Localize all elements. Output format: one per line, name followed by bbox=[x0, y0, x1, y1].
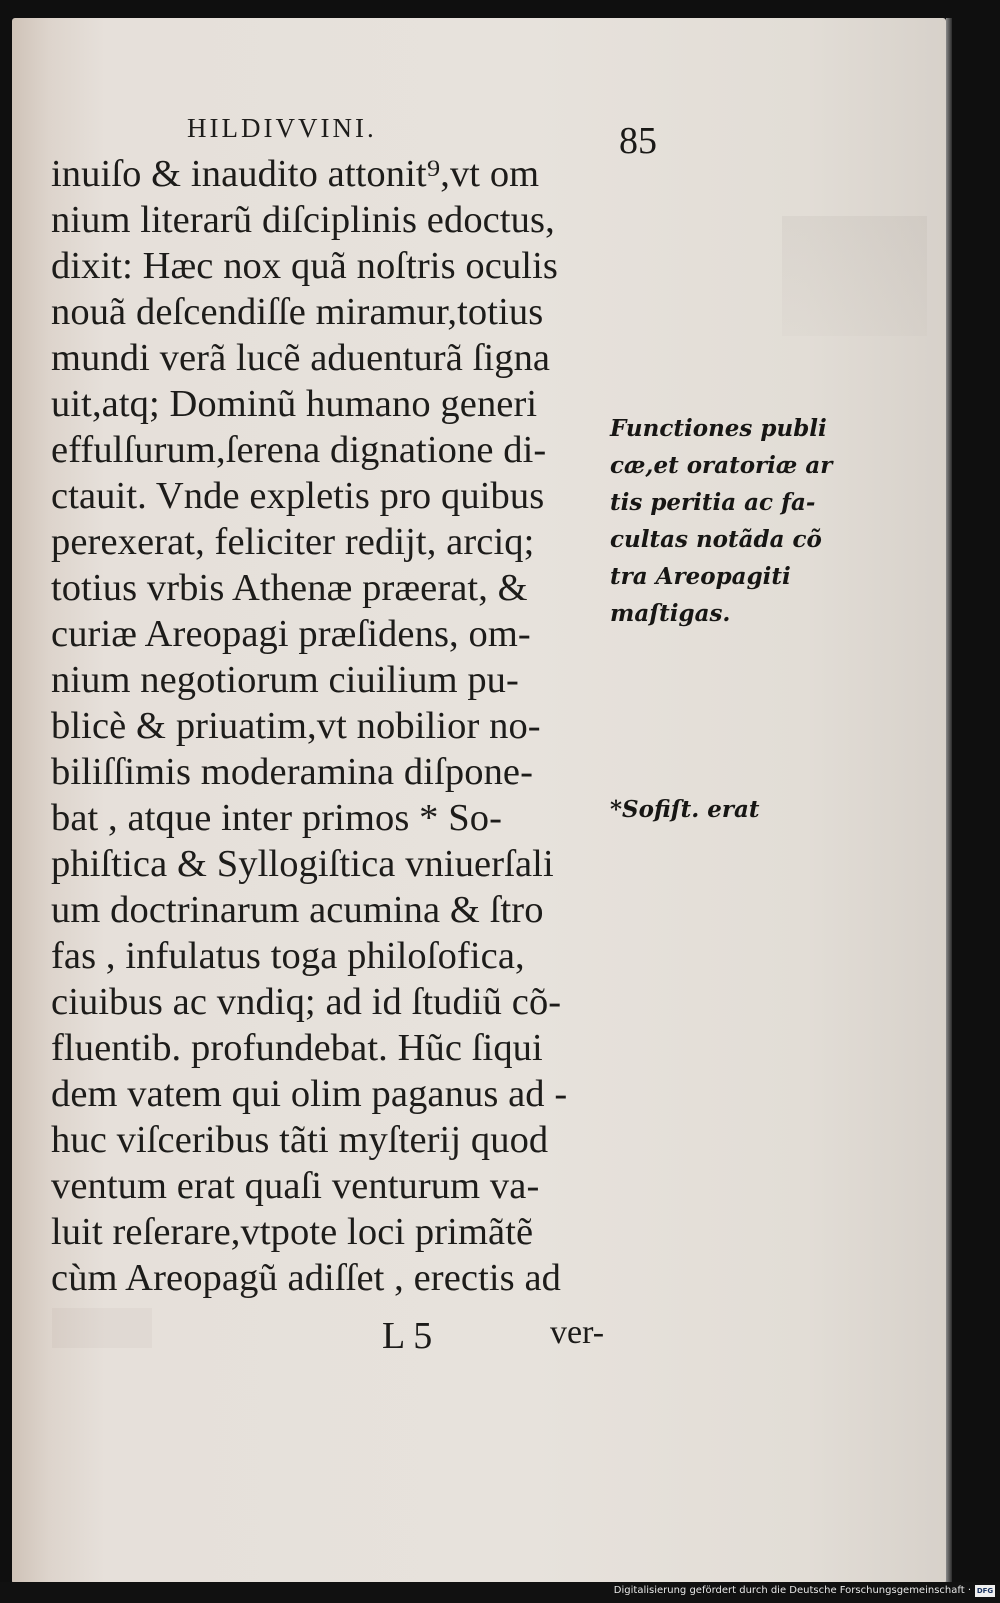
text-line: bat , atque inter primos * So- bbox=[51, 797, 503, 839]
signature-mark: L 5 bbox=[382, 1315, 433, 1357]
page-number: 85 bbox=[619, 120, 657, 162]
bleed-through-shadow bbox=[782, 216, 927, 336]
text-line: dem vatem qui olim paganus ad - bbox=[51, 1073, 568, 1115]
bleed-through-shadow-bottom bbox=[52, 1308, 152, 1348]
marginal-note-line: maſtigas. bbox=[610, 600, 731, 627]
marginal-note-line: cultas notãda cõ bbox=[610, 526, 822, 553]
text-line: biliſſimis moderamina diſpone- bbox=[51, 751, 534, 793]
dfg-logo: DFG bbox=[976, 1587, 994, 1595]
digitization-credit: Digitalisierung gefördert durch die Deutsche Forschungsgemeinschaft · bbox=[613, 1585, 971, 1596]
text-line: perexerat, feliciter redijt, arciq; bbox=[51, 521, 535, 563]
marginal-note-line: tis peritia ac fa- bbox=[610, 489, 816, 516]
text-line: ctauit. Vnde expletis pro quibus bbox=[51, 475, 545, 517]
text-line: uit,atq; Dominũ humano generi bbox=[51, 383, 538, 425]
text-line: dixit: Hæc nox quã noſtris oculis bbox=[51, 245, 558, 287]
text-line: ventum erat quaſi venturum va- bbox=[51, 1165, 540, 1207]
text-line: nouã deſcendiſſe miramur,totius bbox=[51, 291, 544, 333]
running-head: HILDIVVINI. bbox=[187, 113, 377, 143]
marginal-note-line: Functiones publi bbox=[610, 415, 827, 442]
book-page bbox=[12, 18, 946, 1584]
text-line: nium literarũ diſciplinis edoctus, bbox=[51, 199, 555, 241]
text-line: blicè & priuatim,vt nobilior no- bbox=[51, 705, 541, 747]
page-header bbox=[187, 113, 657, 162]
page-footer bbox=[382, 1314, 642, 1360]
text-line: inuiſo & inaudito attonit⁹,vt om bbox=[51, 153, 540, 195]
marginal-note-functiones bbox=[610, 410, 840, 632]
catchword: ver- bbox=[550, 1314, 605, 1351]
marginal-note-line: *Sofiſt. erat bbox=[610, 796, 760, 823]
text-line: um doctrinarum acumina & ſtro bbox=[51, 889, 544, 931]
text-line: huc viſceribus tãti myſterij quod bbox=[51, 1119, 549, 1161]
text-line: curiæ Areopagi præſidens, om- bbox=[51, 613, 531, 655]
text-line: totius vrbis Athenæ præerat, & bbox=[51, 567, 528, 609]
text-line: effulſurum,ſerena dignatione di- bbox=[51, 429, 547, 471]
main-text-block bbox=[51, 151, 621, 1301]
marginal-note-sofist bbox=[610, 791, 840, 828]
marginal-note-line: tra Areopagiti bbox=[610, 563, 791, 590]
text-line: phiſtica & Syllogiſtica vniuerſali bbox=[51, 843, 554, 885]
text-line: fas , infulatus toga philoſofica, bbox=[51, 935, 525, 977]
text-line: luit reſerare,vtpote loci primãtẽ bbox=[51, 1211, 534, 1253]
text-line: mundi verã lucẽ aduenturã ſigna bbox=[51, 337, 551, 379]
text-line: nium negotiorum ciuilium pu- bbox=[51, 659, 519, 701]
marginal-note-line: cæ,et oratoriæ ar bbox=[610, 452, 833, 479]
text-line: cùm Areopagũ adiſſet , erectis ad bbox=[51, 1257, 562, 1299]
text-line: fluentib. profundebat. Hũc ſiqui bbox=[51, 1027, 543, 1069]
text-line: ciuibus ac vndiq; ad id ſtudiũ cõ- bbox=[51, 981, 562, 1023]
